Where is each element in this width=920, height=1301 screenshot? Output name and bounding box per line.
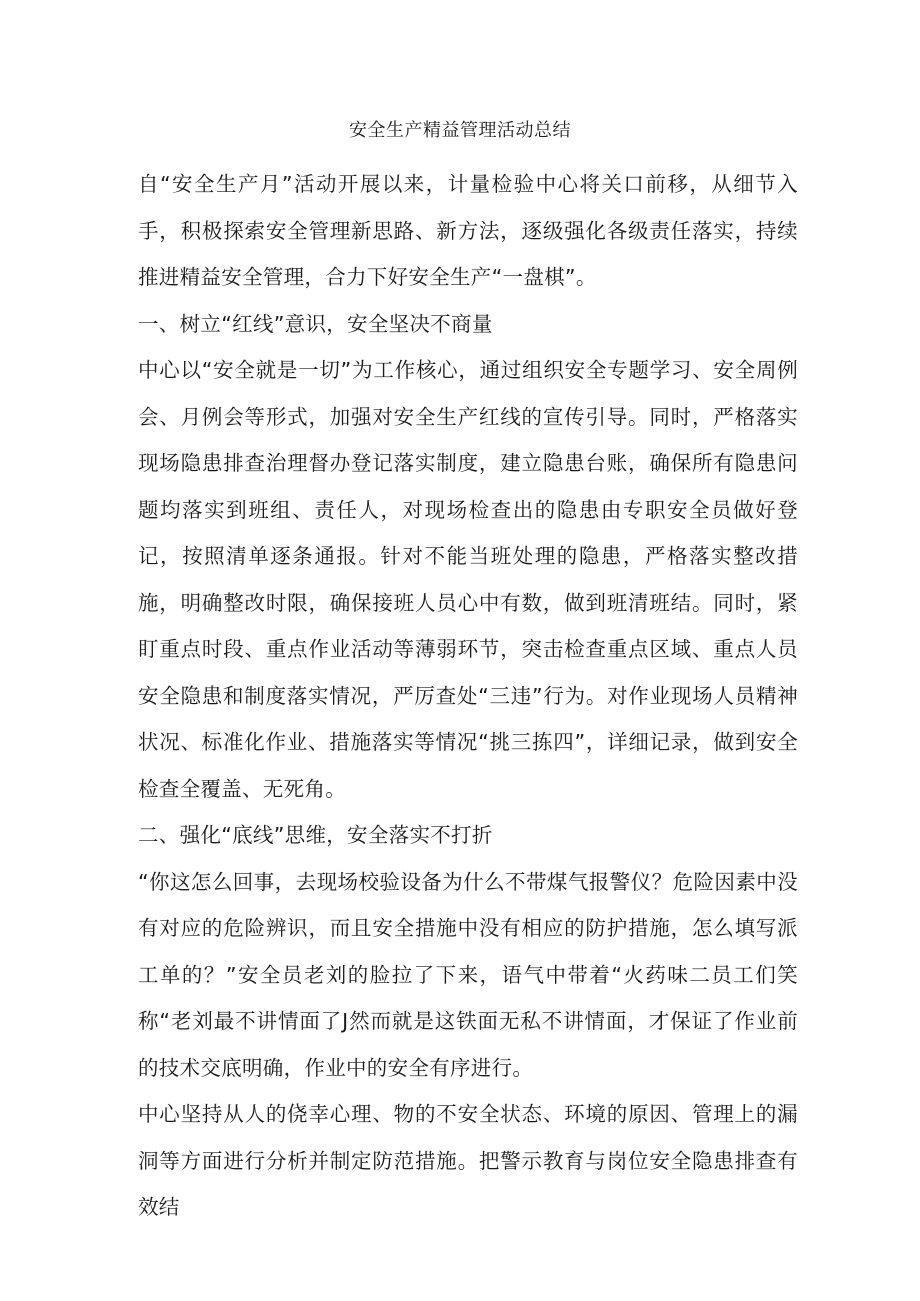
document-title: 安全生产精益管理活动总结	[349, 120, 571, 141]
document-body	[138, 161, 798, 1231]
paragraph-section-1: 中心以“安全就是一切”为工作核心，通过组织安全专题学习、安全周例会、月例会等形式，加强对安全生产红线的宣传引导。同时，严格落实现场隐患排查治理督办登记落实制度，建立隐患台账，确保所有隐患问题均落实到班组、责任人，对现场检查出的隐患由专职安全员做好登记，按照清单逐条通报。针对不能当班处理的隐患，严格落实整改措施，明确整改时限，确保接班人员心中有数，做到班清班结。同时，紧盯重点时段、重点作业活动等薄弱环节，突击检查重点区域、重点人员安全隐患和制度落实情况，严厉查处“三违”行为。对作业现场人员精神状况、标准化作业、措施落实等情况“挑三拣四”，详细记录，做到安全检查全覆盖、无死角。	[138, 358, 798, 801]
section-heading-1: 一、树立“红线”意识，安全坚决不商量	[138, 311, 493, 336]
paragraph-quote: “你这怎么回事，去现场校验设备为什么不带煤气报警仪？危险因素中没有对应的危险辨识，而且安全措施中没有相应的防护措施，怎么填写派工单的？”安全员老刘的脸拉了下来，语气中带着“火药味二员工们笑称“老刘最不讲情面了J然而就是这铁面无私不讲情面，才保证了作业前的技术交底明确，作业中的安全有序进行。	[138, 869, 798, 1080]
section-heading-2: 二、强化“底线”思维，安全落实不打折	[138, 823, 493, 847]
paragraph-intro: 自“安全生产月”活动开展以来，计量检验中心将关口前移，从细节入手，积极探索安全管理新思路、新方法，逐级强化各级责任落实，持续推进精益安全管理，合力下好安全生产“一盘棋”。	[138, 172, 798, 289]
paragraph-section-2: 中心坚持从人的侥幸心理、物的不安全状态、环境的原因、管理上的漏洞等方面进行分析并制定防范措施。把警示教育与岗位安全隐患排查有效结	[138, 1102, 798, 1219]
